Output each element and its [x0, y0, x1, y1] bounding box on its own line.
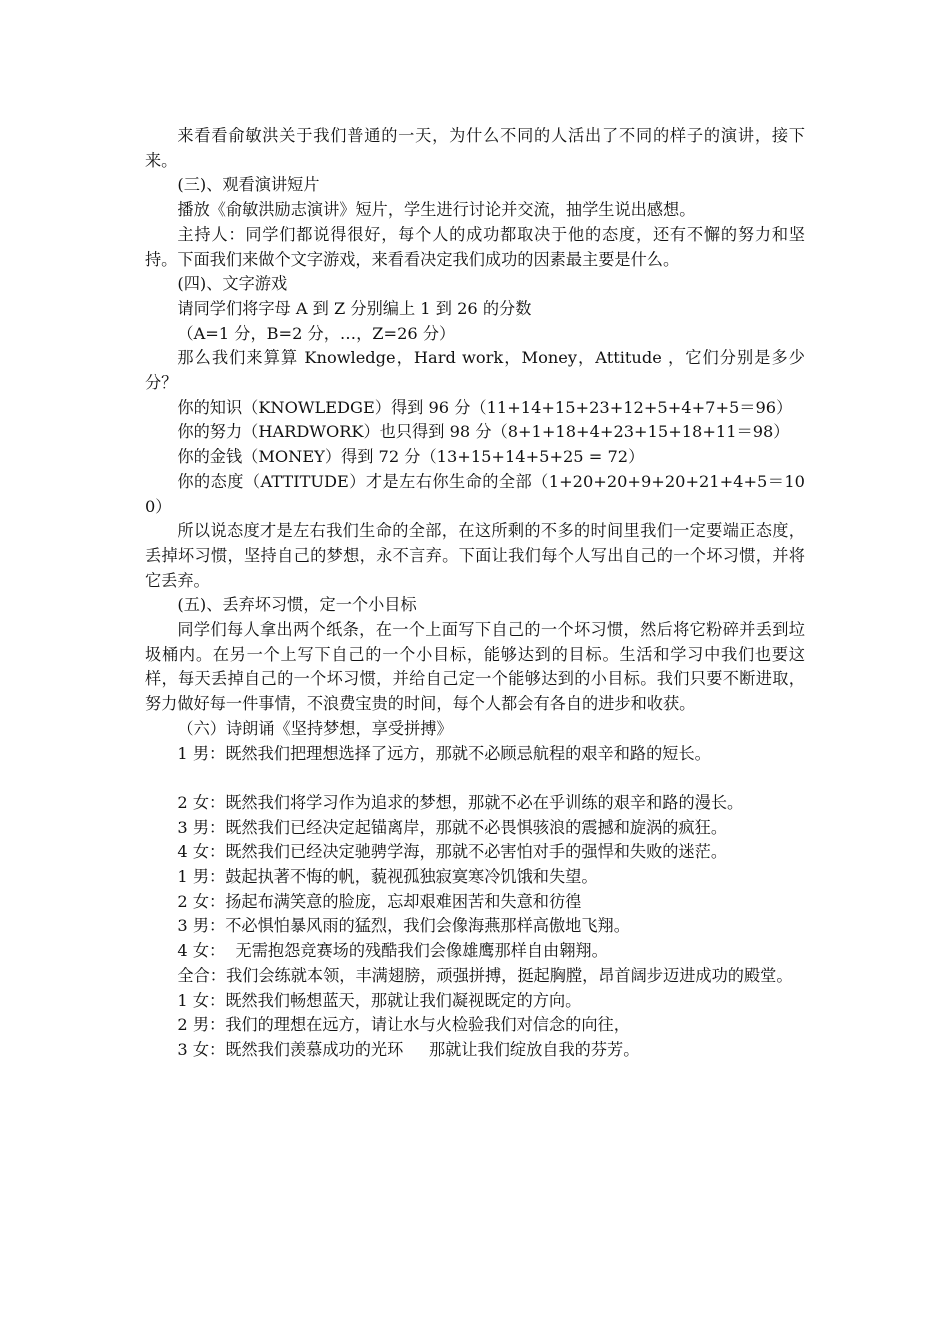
poem-line: 2 女：扬起布满笑意的脸庞，忘却艰难困苦和失意和彷徨 [177, 891, 582, 911]
section-heading-3: (三)、观看演讲短片 [177, 175, 320, 195]
poem-line: 3 男：不必惧怕暴风雨的猛烈，我们会像海燕那样高傲地飞翔。 [177, 916, 630, 936]
paragraph-host: 主持人：同学们都说得很好，每个人的成功都取决于他的态度，还有不懈的努力和坚持。下面我们来做个文字游戏，来看看决定我们成功的因素最主要是什么。 [145, 224, 805, 269]
paragraph: 播放《俞敏洪励志演讲》短片，学生进行讨论并交流，抽学生说出感想。 [177, 200, 696, 220]
poem-line: 全合：我们会练就本领，丰满翅膀，顽强拼搏，挺起胸膛，昂首阔步迈进成功的殿堂。 [177, 965, 793, 985]
poem-line: 1 女：既然我们畅想蓝天，那就让我们凝视既定的方向。 [177, 990, 582, 1010]
poem-line: 3 男：既然我们已经决定起锚离岸，那就不必畏惧骇浪的震撼和旋涡的疯狂。 [177, 817, 728, 837]
paragraph: 同学们每人拿出两个纸条，在一个上面写下自己的一个坏习惯，然后将它粉碎并丢到垃圾桶内。在另一个上写下自己的一个小目标，能够达到的目标。生活和学习中我们也要这样，每天丢掉自己的一个坏习惯，并给自己定一个能够达到的小目标。我们只要不断进取，努力做好每一件事情，不浪费宝贵的时间，每个人都会有各自的进步和收获。 [145, 620, 805, 714]
score-line-attitude: 你的态度（ATTITUDE）才是左右你生命的全部（1+20+20+9+20+21+4+5＝100） [145, 471, 805, 516]
paragraph: 所以说态度才是左右我们生命的全部，在这所剩的不多的时间里我们一定要端正态度，丢掉坏习惯，坚持自己的梦想，永不言弃。下面让我们每个人写出自己的一个坏习惯，并将它丢弃。 [145, 521, 805, 590]
poem-line: 1 男：既然我们把理想选择了远方，那就不必顾忌航程的艰辛和路的短长。 [177, 743, 711, 763]
score-line-knowledge: 你的知识（KNOWLEDGE）得到 96 分（11+14+15+23+12+5+4+7+5＝96） [177, 397, 793, 417]
section-heading-4: (四)、文字游戏 [177, 274, 288, 294]
paragraph-intro: 来看看俞敏洪关于我们普通的一天，为什么不同的人活出了不同的样子的演讲，接下来。 [145, 126, 805, 170]
poem-line: 2 女：既然我们将学习作为追求的梦想，那就不必在乎训练的艰辛和路的漫长。 [177, 792, 744, 812]
score-line-money: 你的金钱（MONEY）得到 72 分（13+15+14+5+25 = 72） [177, 447, 645, 467]
paragraph: 请同学们将字母 A 到 Z 分别编上 1 到 26 的分数 [177, 298, 532, 318]
section-heading-6: （六）诗朗诵《坚持梦想，享受拼搏》 [177, 718, 453, 738]
poem-line: 3 女：既然我们羡慕成功的光环 那就让我们绽放自我的芬芳。 [177, 1040, 640, 1059]
section-heading-5: (五)、丢弃坏习惯，定一个小目标 [177, 595, 417, 615]
document-page [145, 124, 805, 1063]
paragraph: 那么我们来算算 Knowledge，Hard work，Money，Attitude ，它们分别是多少分？ [145, 348, 805, 393]
score-line-hardwork: 你的努力（HARDWORK）也只得到 98 分（8+1+18+4+23+15+18+11＝98） [177, 422, 790, 442]
paragraph: （A=1 分，B=2 分，…，Z=26 分） [177, 323, 456, 343]
poem-line: 2 男：我们的理想在远方，请让水与火检验我们对信念的向往， [177, 1015, 630, 1035]
poem-line: 1 男：鼓起执著不悔的帆，藐视孤独寂寞寒冷饥饿和失望。 [177, 867, 598, 887]
blank-line [145, 766, 805, 791]
poem-line: 4 女：既然我们已经决定驰骋学海，那就不必害怕对手的强悍和失败的迷茫。 [177, 842, 728, 862]
poem-line: 4 女： 无需抱怨竞赛场的残酷我们会像雄鹰那样自由翱翔。 [177, 941, 608, 961]
